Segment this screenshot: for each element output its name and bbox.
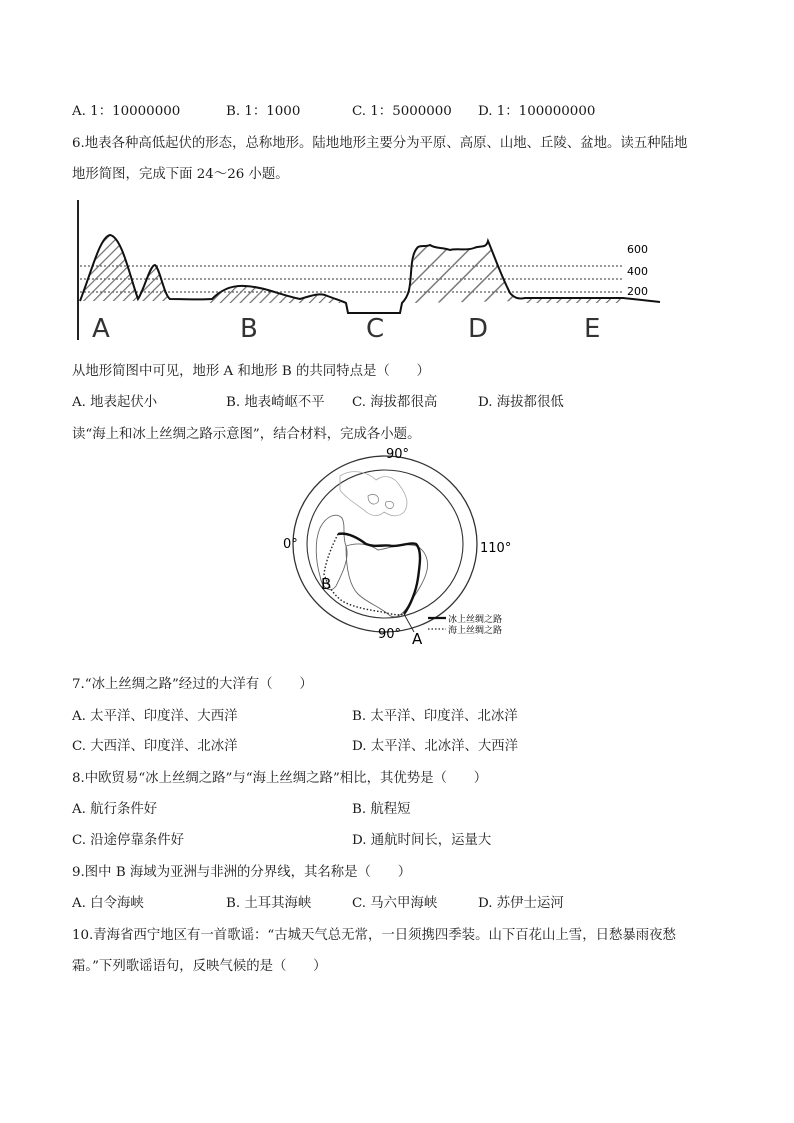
q8-stem: 8.中欧贸易“冰上丝绸之路”与“海上丝绸之路”相比，其优势是（ ） [72, 771, 488, 786]
q5-option-c: C. 1：5000000 [352, 104, 452, 119]
q8-option-b: B. 航程短 [352, 802, 411, 817]
q9-stem: 9.图中 B 海域为亚洲与非洲的分界线，其名称是（ ） [72, 865, 412, 880]
map-label-top-90: 90° [386, 447, 410, 462]
q6-sub-question: 从地形简图中可见，地形 A 和地形 B 的共同特点是（ ） [72, 364, 430, 379]
q9-option-d: D. 苏伊士运河 [478, 896, 564, 911]
q8-option-d: D. 通航时间长，运量大 [352, 833, 492, 848]
q9-option-a: A. 白令海峡 [72, 896, 144, 911]
silk-road-polar-map [280, 446, 520, 646]
elevation-label-600: 600 [627, 243, 648, 256]
arctic-island-outline [368, 494, 394, 508]
q5-option-b: B. 1：1000 [226, 104, 301, 119]
map-label-right-110: 110° [480, 541, 512, 556]
q9-option-c: C. 马六甲海峡 [352, 896, 438, 911]
q7-option-b: B. 太平洋、印度洋、北冰洋 [352, 709, 518, 724]
legend-ice-label: 冰上丝绸之路 [448, 615, 503, 625]
landform-a2-fill [138, 265, 170, 301]
ice-silk-road-route [338, 534, 420, 614]
landform-letter-a: A [92, 314, 110, 344]
map-inner-ring [307, 470, 463, 618]
q7-stem: 7.“冰上丝绸之路”经过的大洋有（ ） [72, 677, 313, 692]
landmass-outline [340, 472, 407, 516]
map-label-bottom-90: 90° [378, 627, 402, 642]
landform-letter-d: D [468, 314, 489, 344]
q7-option-d: D. 太平洋、北冰洋、大西洋 [352, 739, 519, 754]
elevation-label-400: 400 [627, 265, 648, 278]
q6-option-a: A. 地表起伏小 [72, 395, 158, 410]
map-point-b: B [321, 575, 332, 593]
landform-a-fill [80, 235, 138, 301]
elevation-label-200: 200 [627, 285, 648, 298]
q9-option-b: B. 土耳其海峡 [226, 896, 312, 911]
q6-option-c: C. 海拔都很高 [352, 395, 438, 410]
map-point-a: A [412, 630, 423, 646]
map-outer-ring [293, 456, 477, 632]
landform-d-fill [410, 241, 525, 303]
q6-option-d: D. 海拔都很低 [478, 395, 564, 410]
q7-option-c: C. 大西洋、印度洋、北冰洋 [72, 739, 238, 754]
legend-maritime-label: 海上丝绸之路 [448, 626, 503, 636]
q6-stem-line2: 地形简图，完成下面 24～26 小题。 [72, 167, 289, 182]
continent-outline-asia [346, 544, 428, 617]
q8-option-c: C. 沿途停靠条件好 [72, 833, 185, 848]
q6-stem-line1: 6.地表各种高低起伏的形态，总称地形。陆地地形主要分为平原、高原、山地、丘陵、盆地。读五种陆地 [72, 136, 688, 151]
landform-letter-c: C [366, 314, 385, 344]
q6-option-b: B. 地表崎岖不平 [226, 395, 325, 410]
map-label-left-0: 0° [283, 537, 298, 552]
q5-option-a: A. 1：10000000 [72, 104, 181, 119]
q8-option-a: A. 航行条件好 [72, 802, 158, 817]
landform-letter-e: E [584, 314, 601, 344]
q5-option-d: D. 1：100000000 [478, 104, 596, 119]
q7-option-a: A. 太平洋、印度洋、大西洋 [72, 709, 238, 724]
map-intro: 读“海上和冰上丝绸之路示意图”，结合材料，完成各小题。 [72, 427, 421, 442]
q10-stem-line1: 10.青海省西宁地区有一首歌谣：“古城天气总无常，一日须携四季装。山下百花山上雪，日愁暴雨夜愁 [72, 928, 676, 943]
landform-letter-b: B [240, 314, 258, 344]
q10-stem-line2: 霜。”下列歌谣语句，反映气候的是（ ） [72, 959, 327, 974]
landform-profile-figure [70, 195, 670, 345]
